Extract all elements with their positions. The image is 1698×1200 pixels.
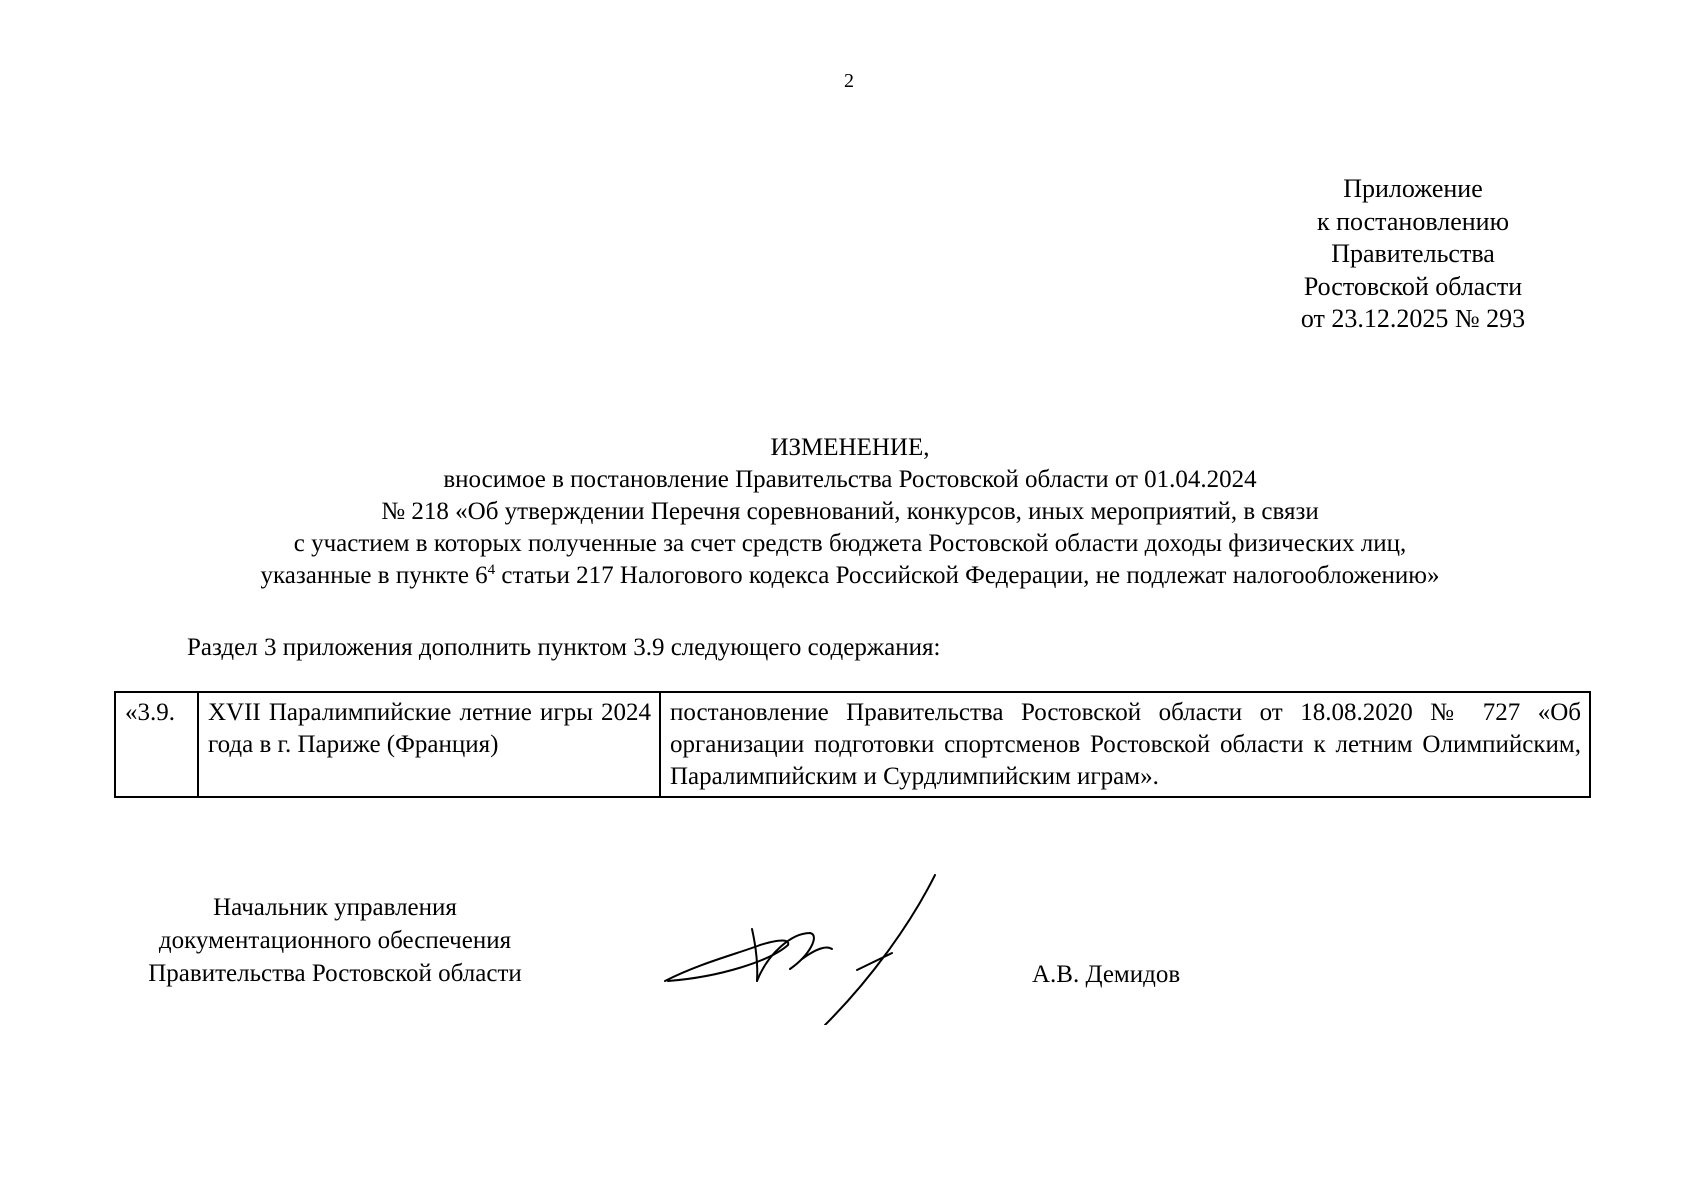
signer-position-line: Начальник управления — [213, 894, 457, 921]
appendix-line: Правительства — [1331, 239, 1495, 268]
heading-line — [120, 560, 1580, 592]
heading-text: статьи 217 Налогового кодекса Российской Федерации, не подлежат налогообложению» — [495, 562, 1440, 589]
heading-text: указанные в пункте 6 — [260, 562, 488, 589]
heading-line: с участием в которых полученные за счет средств бюджета Ростовской области доходы физических лиц, — [293, 530, 1407, 557]
heading-line: № 218 «Об утверждении Перечня соревнований, конкурсов, иных мероприятий, в связи — [381, 498, 1319, 525]
event-name-cell: XVII Паралимпийские летние игры 2024 года в г. Париже (Франция) — [198, 692, 660, 797]
signer-name: А.В. Демидов — [1032, 961, 1181, 988]
appendix-line: Ростовской области — [1303, 271, 1523, 301]
amendment-table — [114, 691, 1591, 798]
signer-position-line: Правительства Ростовской области — [148, 960, 522, 987]
appendix-line: от 23.12.2025 № 293 — [1300, 304, 1526, 333]
heading-title: ИЗМЕНЕНИЕ, — [770, 434, 930, 461]
handwritten-signature — [660, 865, 950, 1025]
appendix-line: к постановлению — [1316, 206, 1510, 236]
table-row — [115, 692, 1590, 797]
signer-position — [95, 891, 575, 990]
basis-document-cell: постановление Правительства Ростовской области от 18.08.2020 № 727 «Об организации подготовки спортсменов Ростовской области к летним Олимпийским, Паралимпийским и Сурдлимпийским играм». — [660, 692, 1590, 797]
document-heading — [120, 432, 1580, 592]
superscript: 4 — [487, 562, 496, 578]
appendix-header — [1248, 173, 1578, 336]
heading-line: вносимое в постановление Правительства Ростовской области от 01.04.2024 — [443, 466, 1257, 493]
appendix-line: Приложение — [1343, 174, 1483, 203]
item-number-cell: «3.9. — [115, 692, 198, 797]
intro-paragraph: Раздел 3 приложения дополнить пунктом 3.9 следующего содержания: — [187, 634, 941, 661]
signer-position-line: документационного обеспечения — [158, 927, 512, 954]
page-number: 2 — [844, 70, 854, 92]
